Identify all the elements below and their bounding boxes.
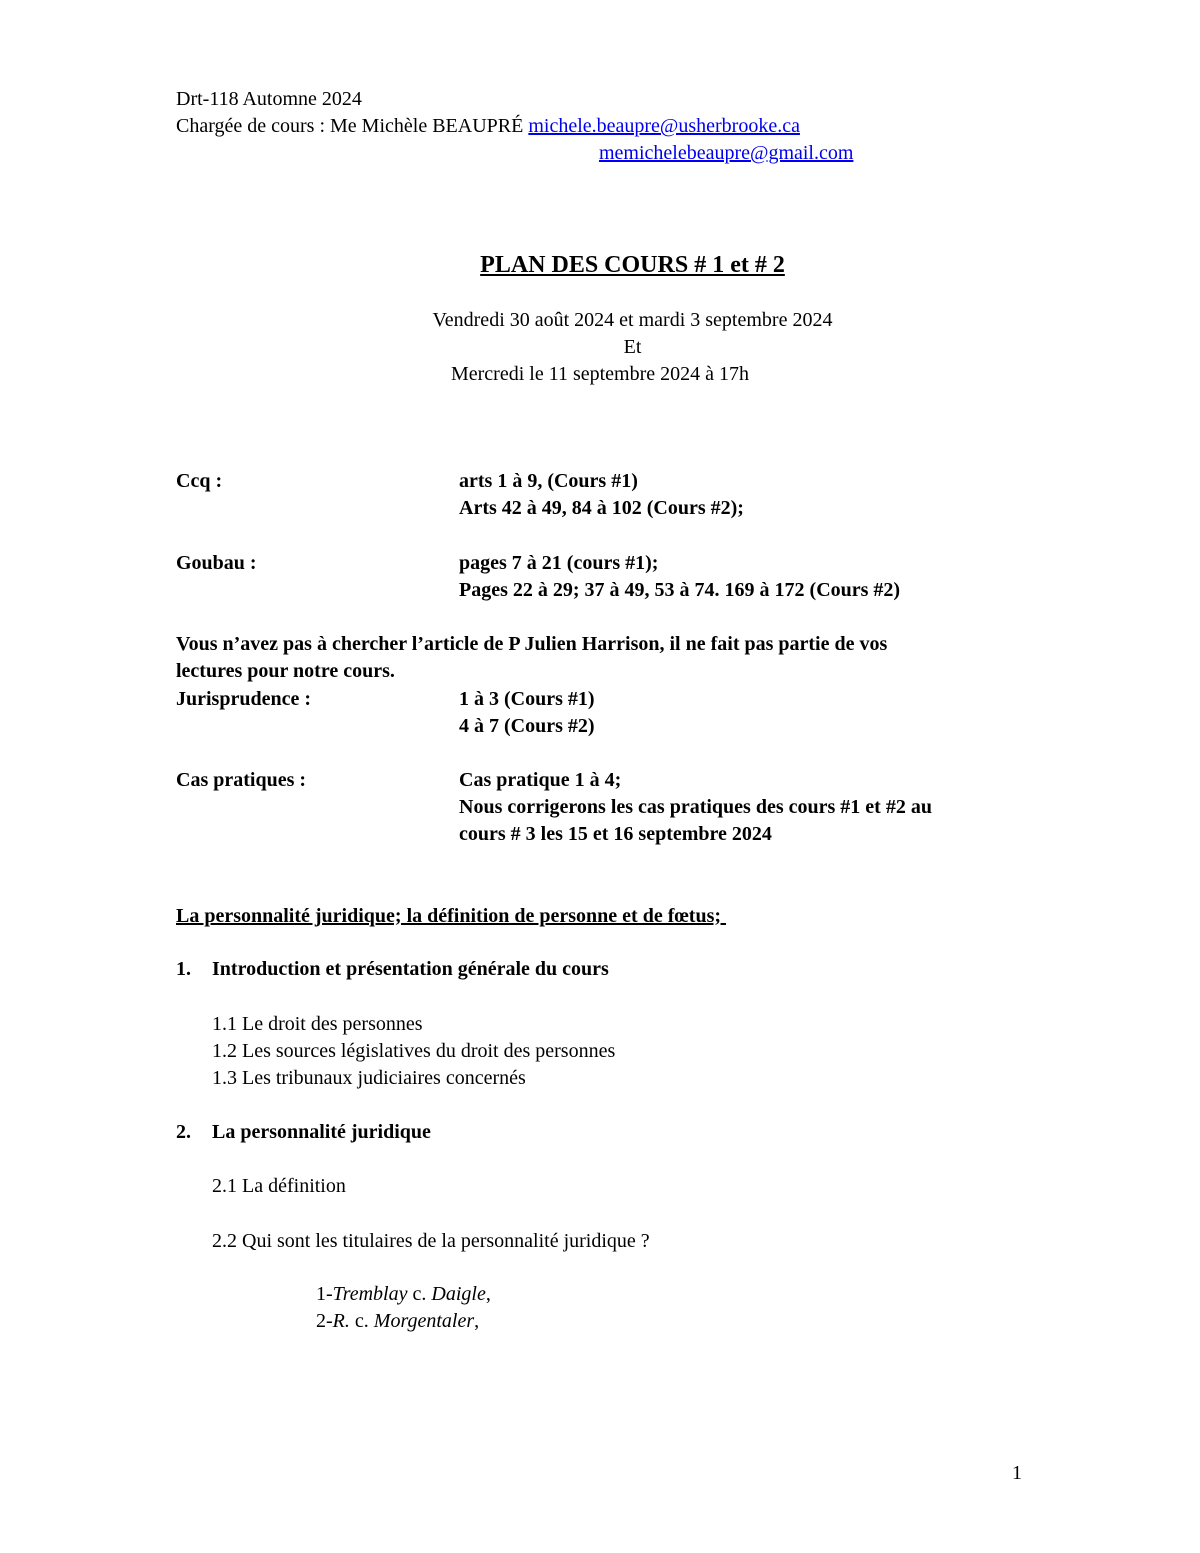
case-2-versus: c. [349,1310,374,1332]
note-line-1: Vous n’avez pas à chercher l’article de P Julien Harrison, il ne fait pas partie de vos [176,633,888,655]
jurisprudence-line-1: 1 à 3 (Cours #1) [459,688,595,710]
email-line-2 [599,140,853,167]
section-1-number: 1. [176,958,191,980]
goubau-label: Goubau : [176,552,257,574]
ccq-line-2: Arts 42 à 49, 84 à 102 (Cours #2); [459,497,744,519]
page-title: PLAN DES COURS # 1 et # 2 [480,252,785,278]
section-1-3: 1.3 Les tribunaux judiciaires concernés [212,1067,526,1089]
case-1-party-a: Tremblay [332,1283,408,1305]
goubau-line-2: Pages 22 à 29; 37 à 49, 53 à 74. 169 à 172 (Cours #2) [459,579,901,601]
case-2-comma: , [474,1310,480,1332]
section-2-1: 2.1 La définition [212,1175,346,1197]
note-line-2: lectures pour notre cours. [176,660,395,682]
goubau-line-1: pages 7 à 21 (cours #1); [459,552,659,574]
dates-line-2: Et [623,336,642,358]
section-2-number: 2. [176,1121,191,1143]
section-1-title: Introduction et présentation générale du cours [212,958,609,980]
lecturer-name: Chargée de cours : Me Michèle BEAUPRÉ [176,115,529,137]
page-number: 1 [1012,1462,1022,1484]
jurisprudence-label: Jurisprudence : [176,688,311,710]
case-2-party-b: Morgentaler [373,1310,475,1332]
cas-pratiques-line-1: Cas pratique 1 à 4; [459,769,622,791]
section-1-2: 1.2 Les sources législatives du droit des personnes [212,1040,616,1062]
case-1-versus: c. [407,1283,432,1305]
case-2-number: 2- [316,1310,333,1332]
jurisprudence-line-2: 4 à 7 (Cours #2) [459,715,595,737]
ccq-line-1: arts 1 à 9, (Cours #1) [459,470,638,492]
lecturer-line [176,113,800,140]
case-2-party-a: R. [332,1310,350,1332]
cas-pratiques-line-2: Nous corrigerons les cas pratiques des cours #1 et #2 au [459,796,932,818]
case-1-party-b: Daigle [431,1283,486,1305]
section-2-title: La personnalité juridique [212,1121,431,1143]
section-2-2: 2.2 Qui sont les titulaires de la personnalité juridique ? [212,1230,650,1252]
course-code: Drt-118 Automne 2024 [176,88,362,110]
email-link-usherbrooke[interactable]: michele.beaupre@usherbrooke.ca [528,115,800,137]
cas-pratiques-label: Cas pratiques : [176,769,307,791]
section-1-1: 1.1 Le droit des personnes [212,1013,423,1035]
case-1 [316,1281,491,1308]
case-1-number: 1- [316,1283,333,1305]
case-1-comma: , [485,1283,491,1305]
dates-line-3: Mercredi le 11 septembre 2024 à 17h [450,363,750,385]
email-link-gmail[interactable]: memichelebeaupre@gmail.com [599,142,854,164]
cas-pratiques-line-3: cours # 3 les 15 et 16 septembre 2024 [459,823,772,845]
ccq-label: Ccq : [176,470,223,492]
dates-line-1: Vendredi 30 août 2024 et mardi 3 septembre 2024 [432,309,833,331]
section-heading: La personnalité juridique; la définition de personne et de fœtus; [176,905,727,927]
case-2 [316,1308,479,1335]
